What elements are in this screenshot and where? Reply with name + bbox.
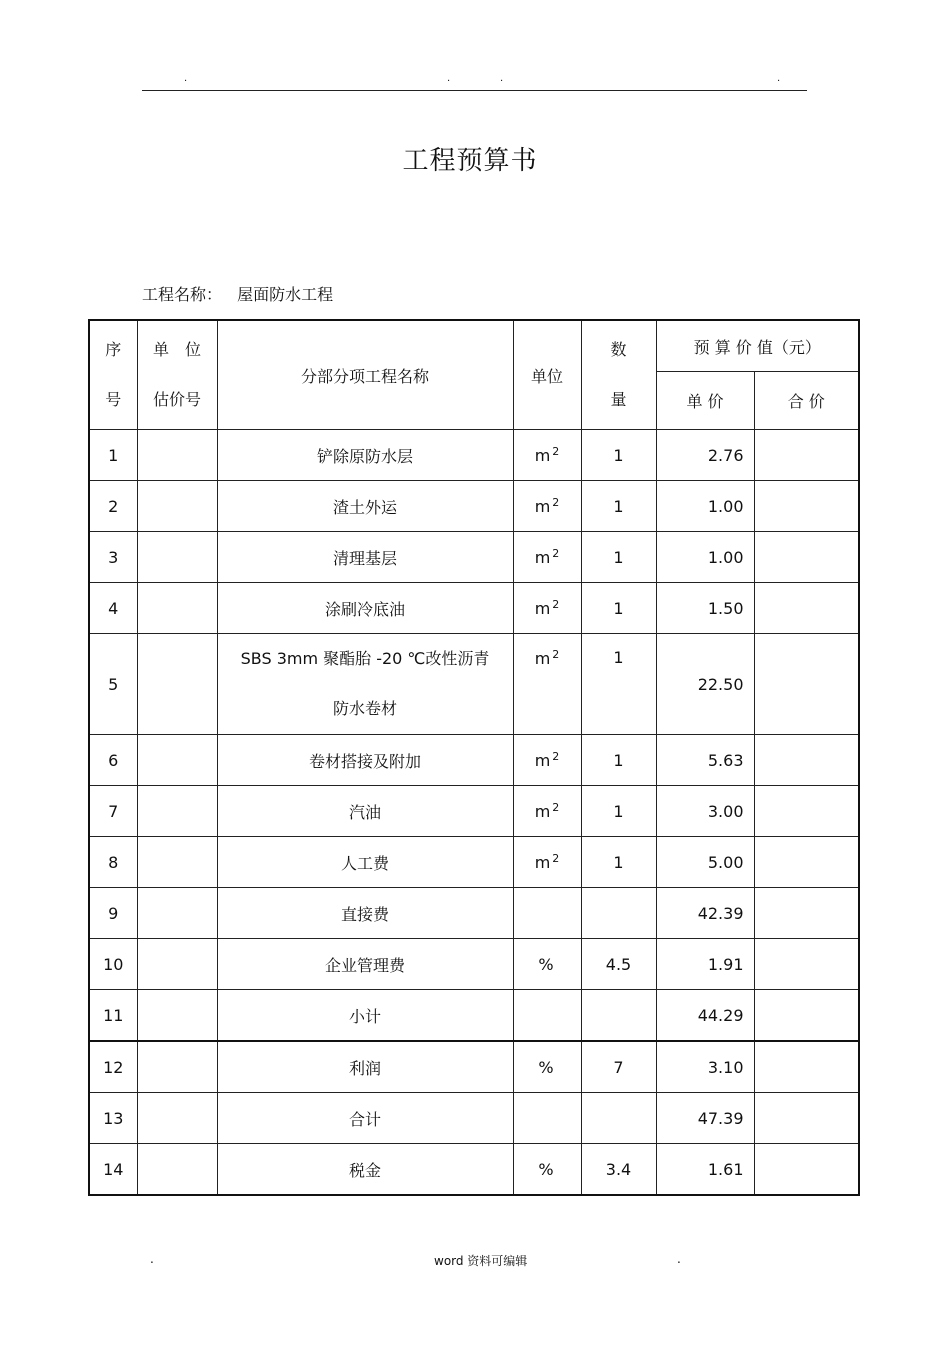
col-seq-top: 序	[105, 340, 122, 359]
col-seq-header	[89, 320, 137, 430]
table-row	[89, 1144, 859, 1196]
row-code	[137, 1144, 217, 1196]
row-code	[137, 837, 217, 888]
header-dot: .	[777, 73, 781, 84]
row-total	[754, 1093, 859, 1144]
row-qty	[581, 1093, 656, 1144]
budget-table	[88, 319, 860, 1196]
row-code	[137, 532, 217, 583]
table-row	[89, 1041, 859, 1093]
row-unit-sup: 2	[552, 801, 560, 814]
row-total	[754, 634, 859, 735]
row-seq: 3	[89, 532, 137, 583]
row-unit-price: 5.00	[656, 837, 754, 888]
table-row	[89, 430, 859, 481]
table-row	[89, 583, 859, 634]
row-seq: 7	[89, 786, 137, 837]
row-name-line1: SBS 3mm 聚酯胎 -20 ℃改性沥青	[240, 649, 490, 668]
row-unit	[513, 939, 581, 990]
header-dot: .	[447, 73, 451, 84]
row-name: 直接费	[217, 888, 513, 939]
project-label: 工程名称：	[142, 285, 223, 304]
col-name-header: 分部分项工程名称	[217, 320, 513, 430]
row-qty: 1	[581, 430, 656, 481]
row-total	[754, 837, 859, 888]
row-seq: 12	[89, 1041, 137, 1093]
row-unit	[513, 786, 581, 837]
col-budget-header: 预 算 价 值（元）	[656, 320, 859, 372]
row-total	[754, 583, 859, 634]
row-qty: 4.5	[581, 939, 656, 990]
row-name: 铲除原防水层	[217, 430, 513, 481]
row-seq: 6	[89, 735, 137, 786]
row-total	[754, 1041, 859, 1093]
row-unit-text: %	[538, 955, 554, 974]
header-dot: .	[184, 73, 188, 84]
document-title: 工程预算书	[402, 146, 538, 176]
row-total	[754, 786, 859, 837]
row-seq: 14	[89, 1144, 137, 1196]
table-row	[89, 939, 859, 990]
row-qty	[581, 990, 656, 1042]
row-qty: 1	[581, 735, 656, 786]
footer-dot: .	[150, 1252, 154, 1266]
col-code-top: 单 位	[152, 340, 201, 359]
row-qty: 1	[581, 532, 656, 583]
row-unit	[513, 1144, 581, 1196]
row-unit-price: 3.00	[656, 786, 754, 837]
row-total	[754, 430, 859, 481]
row-name	[217, 634, 513, 735]
row-seq: 11	[89, 990, 137, 1042]
row-unit	[513, 430, 581, 481]
row-unit-sup: 2	[552, 496, 560, 509]
table-row	[89, 1093, 859, 1144]
row-unit-sup: 2	[552, 598, 560, 611]
row-unit	[513, 583, 581, 634]
row-name: 卷材搭接及附加	[217, 735, 513, 786]
row-qty: 3.4	[581, 1144, 656, 1196]
row-name: 汽油	[217, 786, 513, 837]
row-qty: 1	[581, 786, 656, 837]
row-code	[137, 786, 217, 837]
row-seq: 9	[89, 888, 137, 939]
row-qty: 1	[581, 837, 656, 888]
row-name: 渣土外运	[217, 481, 513, 532]
col-qty-header	[581, 320, 656, 430]
col-code-bottom: 估价号	[152, 390, 201, 409]
table-row	[89, 634, 859, 735]
row-unit-text: m	[534, 649, 551, 668]
project-name: 屋面防水工程	[237, 285, 334, 304]
row-code	[137, 939, 217, 990]
table-row	[89, 786, 859, 837]
footer-text: word 资料可编辑	[434, 1254, 528, 1268]
row-unit-sup: 2	[552, 648, 560, 661]
row-unit-text: m	[534, 497, 551, 516]
row-unit-price: 1.00	[656, 481, 754, 532]
row-code	[137, 888, 217, 939]
row-unit-text: m	[534, 751, 551, 770]
table-row	[89, 837, 859, 888]
row-name: 税金	[217, 1144, 513, 1196]
row-unit-price: 1.00	[656, 532, 754, 583]
row-qty: 1	[581, 481, 656, 532]
footer-dot: .	[677, 1252, 681, 1266]
row-total	[754, 888, 859, 939]
header-dot: .	[500, 73, 504, 84]
row-code	[137, 430, 217, 481]
row-unit-price: 3.10	[656, 1041, 754, 1093]
row-unit-price: 42.39	[656, 888, 754, 939]
col-unit-header: 单位	[513, 320, 581, 430]
col-qty-bottom: 量	[610, 390, 627, 409]
row-seq: 10	[89, 939, 137, 990]
row-code	[137, 990, 217, 1042]
row-name: 利润	[217, 1041, 513, 1093]
row-qty	[581, 888, 656, 939]
table-body	[89, 430, 859, 1196]
row-name: 企业管理费	[217, 939, 513, 990]
row-unit	[513, 1093, 581, 1144]
row-unit	[513, 1041, 581, 1093]
row-unit-price: 5.63	[656, 735, 754, 786]
row-unit	[513, 532, 581, 583]
row-seq: 2	[89, 481, 137, 532]
row-code	[137, 634, 217, 735]
row-name: 人工费	[217, 837, 513, 888]
table-row	[89, 532, 859, 583]
row-unit-sup: 2	[552, 852, 560, 865]
col-seq-bottom: 号	[105, 390, 122, 409]
row-unit	[513, 735, 581, 786]
row-unit-text: %	[538, 1160, 554, 1179]
col-code-header	[137, 320, 217, 430]
row-qty: 1	[581, 634, 656, 735]
row-unit-sup: 2	[552, 445, 560, 458]
row-total	[754, 1144, 859, 1196]
project-line	[142, 282, 333, 305]
row-unit	[513, 634, 581, 735]
row-name: 涂刷冷底油	[217, 583, 513, 634]
table-header-row	[89, 320, 859, 372]
row-unit	[513, 888, 581, 939]
row-unit-text: m	[534, 599, 551, 618]
row-unit-text: %	[538, 1058, 554, 1077]
row-unit-price: 44.29	[656, 990, 754, 1042]
row-total	[754, 939, 859, 990]
row-total	[754, 735, 859, 786]
row-unit	[513, 837, 581, 888]
table-row	[89, 735, 859, 786]
row-seq: 4	[89, 583, 137, 634]
row-total	[754, 532, 859, 583]
col-total-header: 合 价	[754, 372, 859, 430]
row-unit	[513, 990, 581, 1042]
header-rule	[142, 90, 807, 91]
col-unit-price-header: 单 价	[656, 372, 754, 430]
table-row	[89, 990, 859, 1042]
row-total	[754, 990, 859, 1042]
table-row	[89, 481, 859, 532]
row-code	[137, 735, 217, 786]
row-unit-sup: 2	[552, 547, 560, 560]
row-unit-text: m	[534, 548, 551, 567]
row-unit-price: 1.91	[656, 939, 754, 990]
row-name: 清理基层	[217, 532, 513, 583]
row-unit-price: 1.50	[656, 583, 754, 634]
row-seq: 13	[89, 1093, 137, 1144]
row-unit-text: m	[534, 853, 551, 872]
table-row	[89, 888, 859, 939]
row-unit-sup: 2	[552, 750, 560, 763]
row-unit-price: 2.76	[656, 430, 754, 481]
row-name: 小计	[217, 990, 513, 1042]
row-code	[137, 1093, 217, 1144]
row-name: 合计	[217, 1093, 513, 1144]
row-seq: 8	[89, 837, 137, 888]
row-unit-price: 47.39	[656, 1093, 754, 1144]
row-unit-text: m	[534, 446, 551, 465]
row-code	[137, 1041, 217, 1093]
col-qty-top: 数	[610, 340, 627, 359]
row-qty: 1	[581, 583, 656, 634]
row-code	[137, 481, 217, 532]
row-code	[137, 583, 217, 634]
row-seq: 1	[89, 430, 137, 481]
row-name-line2: 防水卷材	[332, 699, 397, 718]
row-seq: 5	[89, 634, 137, 735]
row-unit-text: m	[534, 802, 551, 821]
row-unit-price: 1.61	[656, 1144, 754, 1196]
row-total	[754, 481, 859, 532]
row-unit	[513, 481, 581, 532]
row-qty: 7	[581, 1041, 656, 1093]
row-unit-price: 22.50	[656, 634, 754, 735]
